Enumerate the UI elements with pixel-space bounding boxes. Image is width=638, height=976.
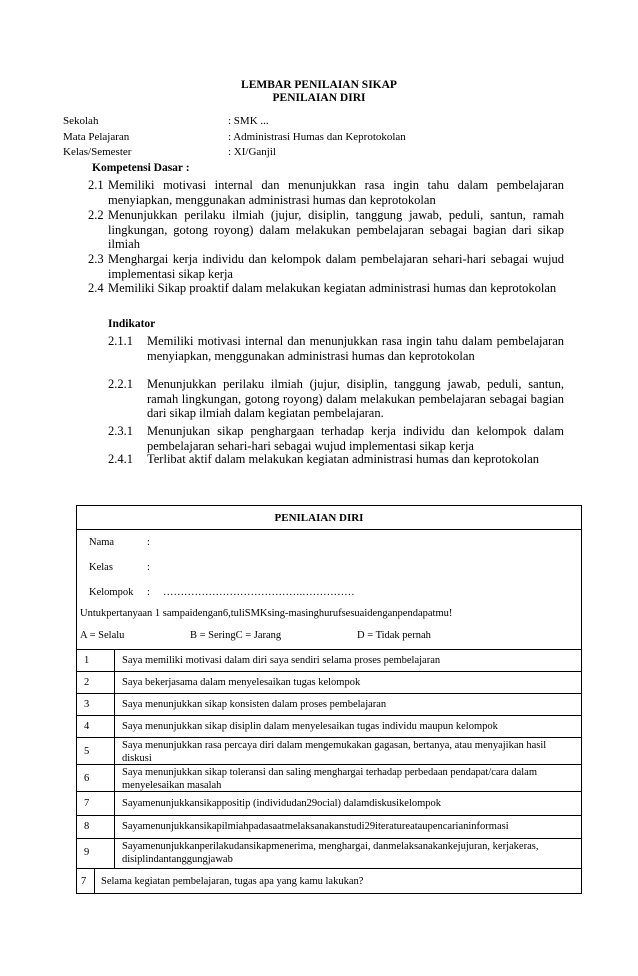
column-divider: [94, 868, 95, 894]
instruction-text: Untukpertanyaan 1 sampaidengan6,tuliSMKsing-masinghurufsesuaidenganpendapatmu!: [80, 608, 453, 619]
scale-a: A = Selalu: [80, 630, 125, 641]
field-colon: :: [147, 587, 150, 598]
document-title: LEMBAR PENILAIAN SIKAP: [241, 79, 397, 91]
kd-number: 2.3: [88, 252, 104, 266]
kompetensi-dasar-heading: Kompetensi Dasar :: [92, 162, 190, 174]
info-value-sekolah: : SMK ...: [228, 115, 269, 127]
row-statement: Sayamenunjukkanperilakudansikapmenerima, menghargai, danmelaksanakankejujuran, kerjakeras, disiplindantanggungjawab: [122, 841, 539, 865]
info-value-kelas: : XI/Ganjil: [228, 146, 276, 158]
indikator-text: Menunjukkan perilaku ilmiah (jujur, disiplin, tanggung jawab, peduli, santun, ramah lingkungan, gotong royong) dalam melakukan pembelajaran sebagai bagian dari sikap ilmiah dalam kegiatan pembelajaran.: [147, 377, 564, 421]
row-number: 1: [84, 655, 90, 666]
field-colon: :: [147, 562, 150, 573]
indikator-heading: Indikator: [108, 318, 156, 330]
kd-text: Memiliki Sikap proaktif dalam melakukan kegiatan administrasi humas dan keprotokolan: [108, 281, 557, 295]
row-statement: Saya bekerjasama dalam menyelesaikan tugas kelompok: [122, 677, 361, 688]
kd-number: 2.1: [88, 178, 104, 192]
info-label-mapel: Mata Pelajaran: [63, 131, 130, 143]
row-number: 4: [84, 721, 90, 732]
field-colon: :: [147, 537, 150, 548]
row-number: 3: [84, 699, 90, 710]
column-divider: [114, 649, 115, 868]
indikator-number: 2.3.1: [108, 424, 133, 438]
indikator-number: 2.2.1: [108, 377, 133, 391]
row-number: 9: [84, 847, 90, 858]
kd-number: 2.4: [88, 281, 104, 295]
indikator-text: Memiliki motivasi internal dan menunjukkan rasa ingin tahu dalam pembelajaran menyiapkan, menggunakan administrasi humas dan keprotokolan: [147, 334, 564, 363]
row-statement: Saya menunjukkan sikap toleransi dan saling menghargai terhadap perbedaan pendapat/cara dalam menyelesaikan masalah: [122, 767, 537, 791]
kd-text: Menunjukkan perilaku ilmiah (jujur, disiplin, tanggung jawab, peduli, santun, ramah lingkungan, gotong royong) dalam melakukan pembelajaran sebagai bagian dari sikap ilmiah: [108, 208, 564, 252]
row-divider: [76, 737, 582, 738]
row-divider: [76, 649, 582, 650]
row-statement: Sayamenunjukkansikappositip (individudan29ocial) dalamdiskusikelompok: [122, 798, 442, 809]
info-label-kelas: Kelas/Semester: [63, 146, 132, 158]
kd-text: Memiliki motivasi internal dan menunjukkan rasa ingin tahu dalam pembelajaran menyiapkan, menggunakan administrasi humas dan keprotokolan: [108, 178, 564, 207]
indikator-number: 2.1.1: [108, 334, 133, 348]
row-divider: [76, 838, 582, 839]
field-label-kelompok: Kelompok: [89, 587, 134, 598]
row-number: 7: [84, 798, 90, 809]
document-subtitle: PENILAIAN DIRI: [272, 92, 366, 104]
row-statement: Saya memiliki motivasi dalam diri saya sendiri selama proses pembelajaran: [122, 655, 441, 666]
kd-number: 2.2: [88, 208, 104, 222]
indikator-text: Menunjukan sikap penghargaan terhadap kerja individu dan kelompok dalam pembelajaran sehari-hari sebagai wujud implementasi sikap kerja: [147, 424, 564, 453]
divider: [76, 529, 582, 530]
row-number: 6: [84, 773, 90, 784]
row-divider: [76, 693, 582, 694]
indikator-text: Terlibat aktif dalam melakukan kegiatan administrasi humas dan keprotokolan: [147, 452, 540, 466]
scale-d: D = Tidak pernah: [357, 630, 431, 641]
row-question: Selama kegiatan pembelajaran, tugas apa yang kamu lakukan?: [101, 876, 364, 887]
row-number: 2: [84, 677, 90, 688]
scale-b-c: B = SeringC = Jarang: [190, 630, 282, 641]
info-value-mapel: : Administrasi Humas dan Keprotokolan: [228, 131, 406, 143]
row-statement: Saya menunjukkan sikap konsisten dalam proses pembelajaran: [122, 699, 387, 710]
row-divider: [76, 715, 582, 716]
row-divider: [76, 868, 582, 869]
row-number: 5: [84, 746, 90, 757]
row-statement: Sayamenunjukkansikapilmiahpadasaatmelaksanakanstudi29iteratureataupencarianinformasi: [122, 821, 509, 832]
field-label-nama: Nama: [89, 537, 115, 548]
field-value-kelompok: ………………………………….……………: [163, 587, 355, 598]
indikator-number: 2.4.1: [108, 452, 133, 466]
row-number: 7: [81, 876, 87, 887]
kd-text: Menghargai kerja individu dan kelompok dalam pembelajaran sehari-hari sebagai wujud implementasi sikap kerja: [108, 252, 564, 281]
row-number: 8: [84, 821, 90, 832]
form-title: PENILAIAN DIRI: [274, 512, 364, 524]
row-statement: Saya menunjukkan sikap disiplin dalam menyelesaikan tugas individu maupun kelompok: [122, 721, 498, 732]
field-label-kelas: Kelas: [89, 562, 113, 573]
row-statement: Saya menunjukkan rasa percaya diri dalam mengemukakan gagasan, bertanya, atau menyajikan hasil diskusi: [122, 740, 547, 764]
row-divider: [76, 815, 582, 816]
row-divider: [76, 671, 582, 672]
info-label-sekolah: Sekolah: [63, 115, 99, 127]
